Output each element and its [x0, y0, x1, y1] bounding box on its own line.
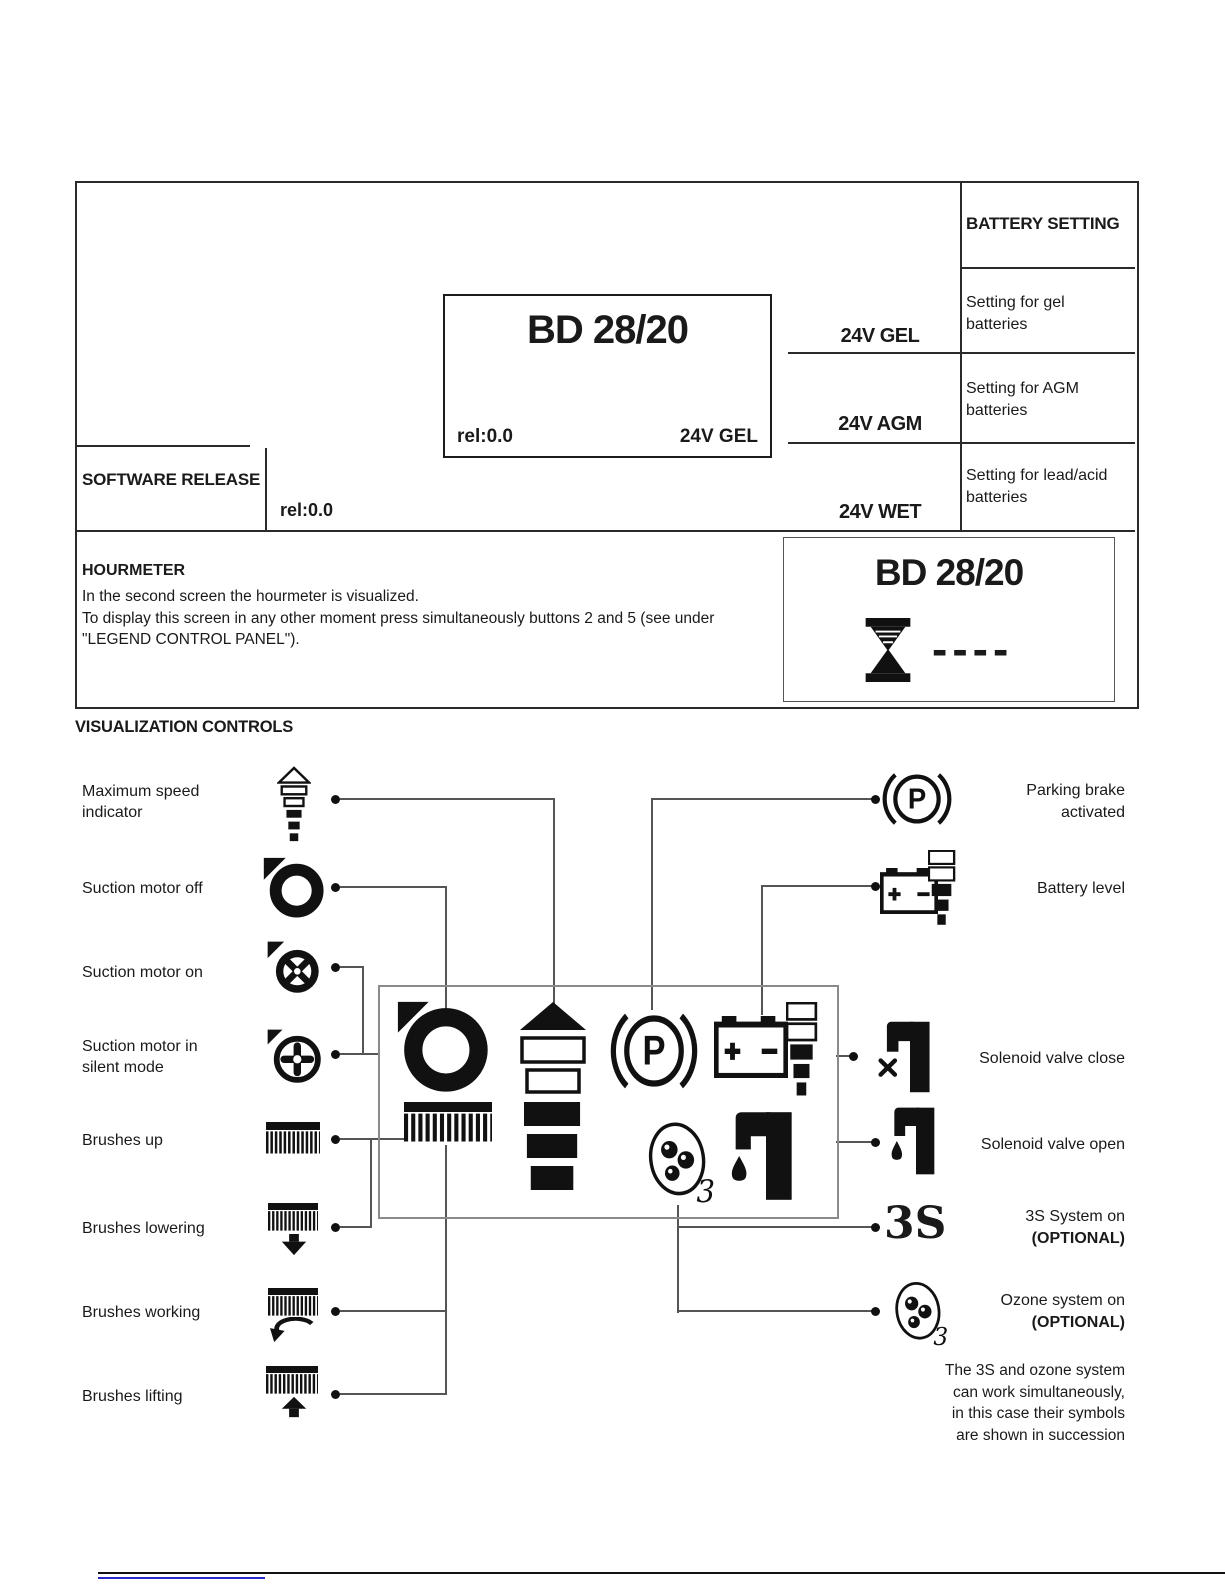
battery-level-icon	[928, 850, 956, 930]
ozone-icon	[893, 1280, 949, 1348]
label-suction-motor-on: Suction motor on	[82, 964, 203, 981]
display-model-text: BD 28/20	[527, 308, 688, 352]
arrow-down-icon	[281, 1234, 307, 1256]
brushes-working-brush-icon	[268, 1288, 318, 1316]
panel-ozone-icon	[646, 1120, 716, 1206]
connector-dot	[331, 1390, 340, 1399]
label-solenoid-valve-close: Solenoid valve close	[979, 1050, 1125, 1067]
suction-motor-silent-icon	[266, 1028, 322, 1084]
label-brushes-up: Brushes up	[82, 1132, 163, 1149]
divider	[265, 448, 267, 530]
simultaneous-note: The 3S and ozone system can work simultaneously, in this case their symbols are shown in succession	[944, 1362, 1125, 1445]
parking-brake-icon	[882, 768, 952, 830]
display-release-text: rel:0.0	[457, 426, 513, 447]
connector-dot	[331, 795, 340, 804]
option-24v-wet: 24V WET	[838, 501, 922, 523]
label-3s-system-optional: (OPTIONAL)	[1031, 1229, 1125, 1247]
label-ozone-system-text: Ozone system on	[1000, 1292, 1125, 1309]
hourmeter-line2: To display this screen in any other moment press simultaneously buttons 2 and 5 (see under "LEGEND CONTROL PANEL").	[82, 610, 715, 649]
rotate-arrow-icon	[270, 1317, 316, 1343]
panel-speed-indicator-icon	[518, 1000, 588, 1096]
connector-line	[762, 885, 874, 887]
solenoid-valve-close-icon	[878, 1020, 942, 1094]
footer-rule	[98, 1572, 1225, 1574]
connector-dot	[871, 1223, 880, 1232]
connector-dot	[849, 1052, 858, 1061]
connector-line	[677, 1226, 874, 1228]
gel-setting-description: Setting for gel batteries	[966, 294, 1065, 333]
connector-line	[340, 1310, 447, 1312]
connector-line	[553, 798, 555, 1004]
label-battery-level: Battery level	[1036, 880, 1125, 897]
panel-solenoid-valve-icon	[724, 1110, 808, 1202]
connector-line	[836, 1141, 874, 1143]
connector-dot	[331, 1135, 340, 1144]
connector-dot	[331, 1050, 340, 1059]
connector-dot	[331, 883, 340, 892]
display-selected-battery: 24V GEL	[679, 426, 758, 447]
connector-line	[340, 1053, 380, 1055]
hourmeter-dashes: ----	[932, 623, 1014, 675]
connector-line	[677, 1310, 874, 1312]
connector-line	[340, 966, 364, 968]
divider	[75, 530, 1135, 532]
arrow-up-icon	[281, 1396, 307, 1418]
hourmeter-line1: In the second screen the hourmeter is visualized.	[82, 588, 419, 605]
label-solenoid-valve-open: Solenoid valve open	[980, 1136, 1125, 1153]
label-suction-motor-off: Suction motor off	[82, 880, 203, 897]
option-24v-gel: 24V GEL	[840, 325, 920, 347]
divider	[75, 445, 250, 447]
connector-line	[677, 1205, 679, 1313]
brushes-up-icon	[266, 1122, 320, 1154]
hourmeter-model-text: BD 28/20	[874, 552, 1024, 593]
connector-line	[340, 886, 447, 888]
connector-line	[652, 798, 874, 800]
panel-brush-icon	[404, 1102, 492, 1142]
battery-setting-title: BATTERY SETTING	[966, 214, 1120, 233]
option-24v-agm: 24V AGM	[838, 413, 922, 435]
connector-dot	[871, 795, 880, 804]
software-release-value: rel:0.0	[280, 500, 334, 520]
panel-parking-brake-icon	[610, 1006, 698, 1096]
label-ozone-system	[955, 1290, 1125, 1333]
hourmeter-title: HOURMETER	[82, 562, 186, 579]
connector-line	[340, 1393, 447, 1395]
visualization-controls-title: VISUALIZATION CONTROLS	[75, 718, 294, 736]
panel-battery-icon	[714, 1016, 788, 1078]
label-brushes-lifting: Brushes lifting	[82, 1388, 183, 1405]
label-3s-system	[955, 1206, 1125, 1249]
brushes-lifting-brush-icon	[266, 1366, 318, 1394]
footer-link[interactable]	[98, 1577, 265, 1579]
divider	[960, 267, 1135, 269]
hourglass-icon	[864, 618, 912, 682]
divider	[788, 352, 1135, 354]
solenoid-valve-open-icon	[886, 1106, 946, 1176]
suction-motor-off-icon	[262, 856, 324, 918]
wet-setting-description: Setting for lead/acid batteries	[966, 467, 1108, 506]
connector-line	[340, 798, 555, 800]
suction-motor-on-icon	[266, 940, 322, 996]
connector-dot	[331, 963, 340, 972]
label-suction-motor-silent: Suction motor in silent mode	[82, 1038, 198, 1077]
label-brushes-lowering: Brushes lowering	[82, 1220, 205, 1237]
panel-speed-bars-icon	[524, 1102, 582, 1194]
connector-line	[651, 798, 653, 1010]
battery-setting-display	[443, 294, 772, 458]
connector-dot	[871, 1138, 880, 1147]
agm-setting-description: Setting for AGM batteries	[966, 380, 1079, 419]
threeS-icon: 3S	[884, 1198, 947, 1249]
connector-line	[340, 1226, 372, 1228]
maximum-speed-icon	[277, 766, 311, 846]
brushes-lowering-brush-icon	[268, 1203, 318, 1231]
connector-dot	[871, 882, 880, 891]
connector-dot	[871, 1307, 880, 1316]
label-parking-brake-activated: Parking brake activated	[1026, 782, 1125, 821]
panel-battery-level-icon	[786, 1002, 818, 1102]
connector-line	[370, 1138, 372, 1228]
label-maximum-speed-indicator: Maximum speed indicator	[82, 783, 200, 822]
label-ozone-system-optional: (OPTIONAL)	[1031, 1313, 1125, 1331]
divider	[788, 442, 1135, 444]
hourmeter-display	[783, 537, 1115, 702]
connector-dot	[331, 1223, 340, 1232]
panel-suction-motor-icon	[396, 1000, 492, 1096]
divider	[960, 181, 962, 530]
connector-dot	[331, 1307, 340, 1316]
software-release-title: SOFTWARE RELEASE	[82, 470, 261, 489]
label-3s-system-text: 3S System on	[1025, 1208, 1125, 1225]
connector-line	[362, 966, 364, 1055]
label-brushes-working: Brushes working	[82, 1304, 201, 1321]
